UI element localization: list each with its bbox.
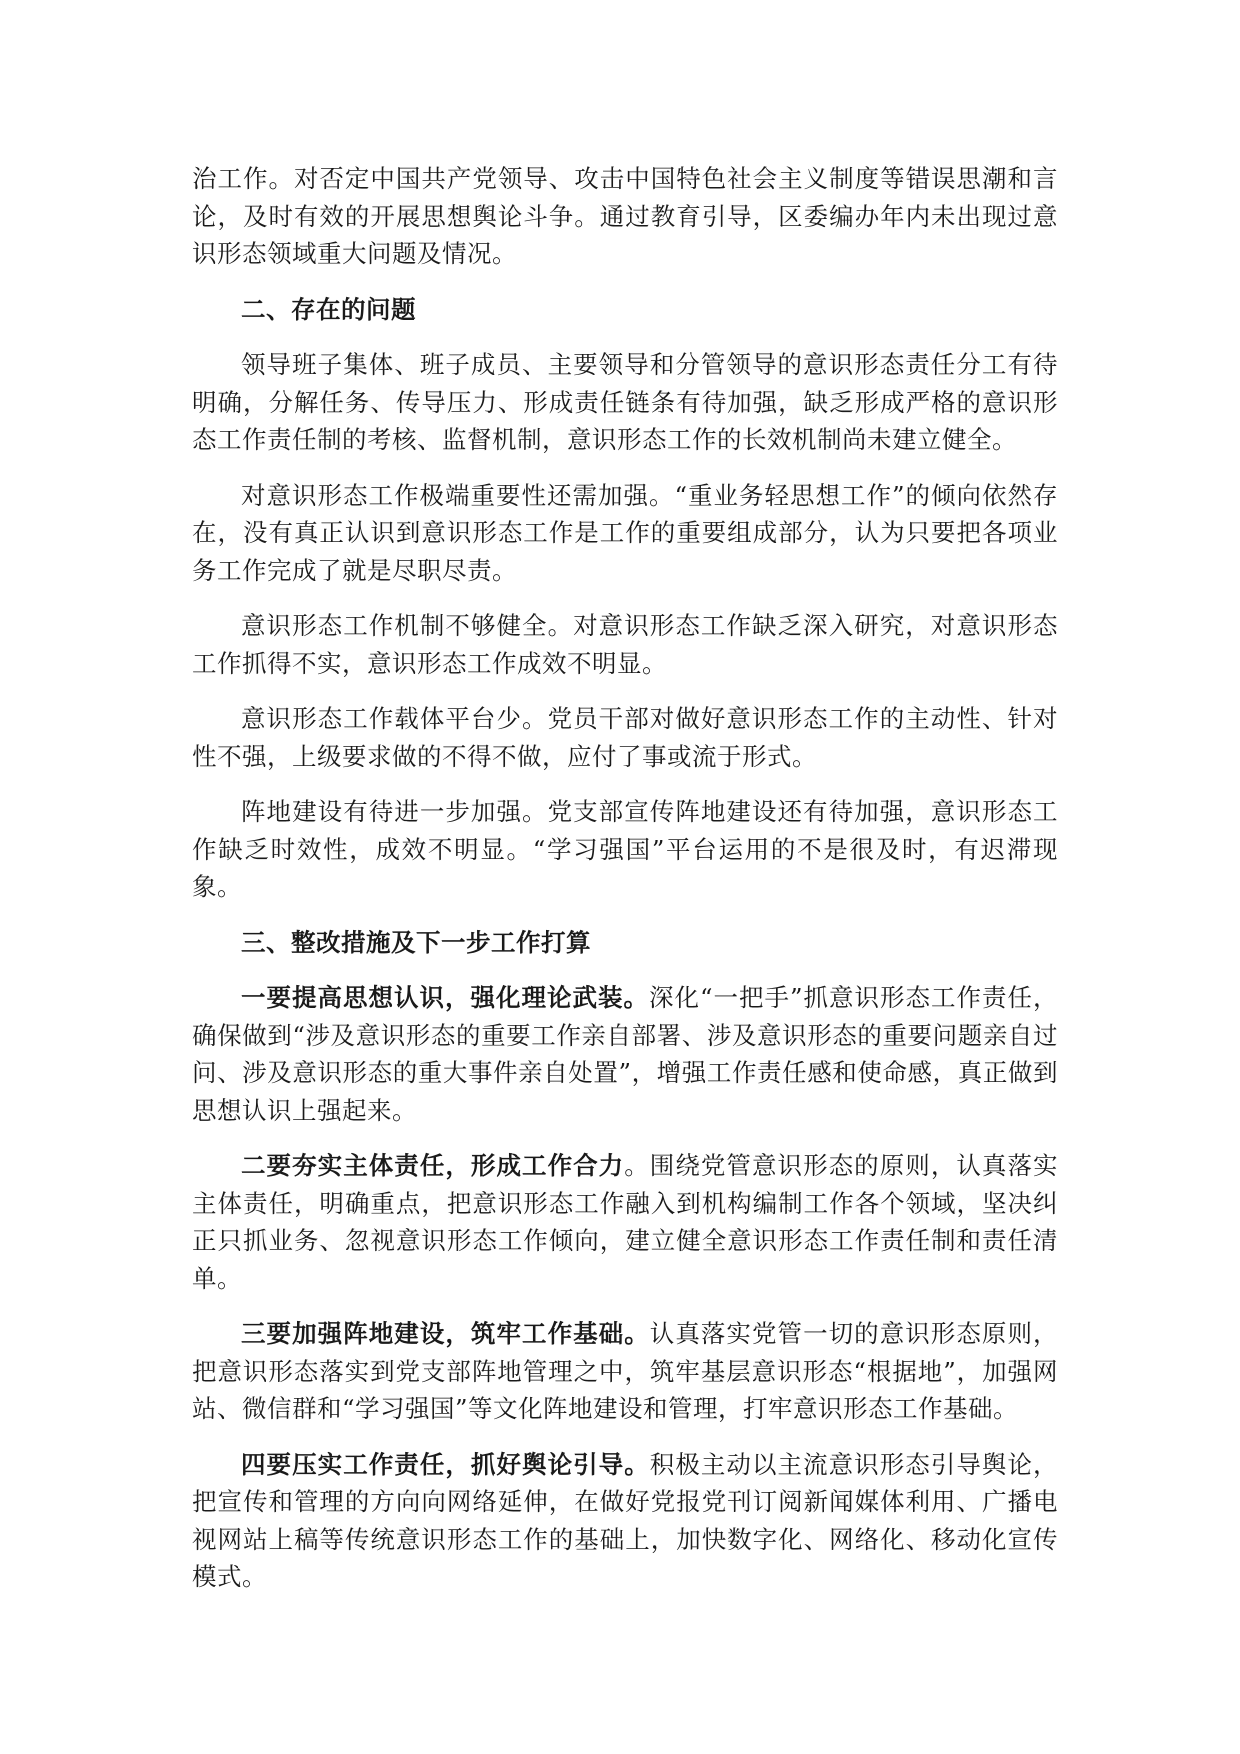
problem-paragraph-4: 意识形态工作载体平台少。党员干部对做好意识形态工作的主动性、针对性不强，上级要求做的不得不做，应付了事或流于形式。 bbox=[192, 704, 1058, 771]
measure-text-2: 。围绕党管意识形态的原则，认真落实主体责任，明确重点，把意识形态工作融入到机构编制工作各个领域，坚决纠正只抓业务、忽视意识形态工作倾向，建立健全意识形态工作责任制和责任清单。 bbox=[192, 1151, 1059, 1293]
intro-continuation-paragraph: 治工作。对否定中国共产党领导、攻击中国特色社会主义制度等错误思潮和言论，及时有效的开展思想舆论斗争。通过教育引导，区委编办年内未出现过意识形态领域重大问题及情况。 bbox=[192, 164, 1058, 268]
section-heading-problems: 二、存在的问题 bbox=[241, 294, 416, 324]
problem-paragraph-5: 阵地建设有待进一步加强。党支部宣传阵地建设还有待加强，意识形态工作缺乏时效性，成效不明显。“学习强国”平台运用的不是很及时，有迟滞现象。 bbox=[192, 797, 1058, 901]
measure-text-4: 积极主动以主流意识形态引导舆论，把宣传和管理的方向向网络延伸，在做好党报党刊订阅新闻媒体利用、广播电视网站上稿等传统意识形态工作的基础上，加快数字化、网络化、移动化宣传模式。 bbox=[192, 1449, 1059, 1591]
measure-lead-3: 三要加强阵地建设，筑牢工作基础。 bbox=[241, 1319, 650, 1348]
problem-paragraph-1: 领导班子集体、班子成员、主要领导和分管领导的意识形态责任分工有待明确，分解任务、传导压力、形成责任链条有待加强，缺乏形成严格的意识形态工作责任制的考核、监督机制，意识形态工作的长效机制尚未建立健全。 bbox=[192, 350, 1058, 454]
problem-paragraph-2: 对意识形态工作极端重要性还需加强。“重业务轻思想工作”的倾向依然存在，没有真正认识到意识形态工作是工作的重要组成部分，认为只要把各项业务工作完成了就是尽职尽责。 bbox=[192, 480, 1058, 585]
measure-paragraph-2 bbox=[192, 1147, 1058, 1297]
measure-text-3: 认真落实党管一切的意识形态原则，把意识形态落实到党支部阵地管理之中，筑牢基层意识形态“根据地”，加强网站、微信群和“学习强国”等文化阵地建设和管理，打牢意识形态工作基础。 bbox=[192, 1319, 1059, 1423]
measure-lead-1: 一要提高思想认识，强化理论武装。 bbox=[241, 983, 649, 1012]
measure-paragraph-1 bbox=[192, 979, 1058, 1129]
measure-lead-4: 四要压实工作责任，抓好舆论引导。 bbox=[241, 1449, 650, 1479]
document-body bbox=[192, 160, 1058, 1614]
measure-lead-2: 二要夯实主体责任，形成工作合力 bbox=[241, 1151, 625, 1180]
section-heading-measures: 三、整改措施及下一步工作打算 bbox=[241, 927, 591, 957]
measure-paragraph-4 bbox=[192, 1446, 1058, 1596]
measure-text-1: 深化“一把手”抓意识形态工作责任，确保做到“涉及意识形态的重要工作亲自部署、涉及意识形态的重要问题亲自过问、涉及意识形态的重大事件亲自处置”，增强工作责任感和使命感，真正做到思想认识上强起来。 bbox=[192, 983, 1058, 1125]
problem-paragraph-3: 意识形态工作机制不够健全。对意识形态工作缺乏深入研究，对意识形态工作抓得不实，意识形态工作成效不明显。 bbox=[192, 611, 1058, 678]
measure-paragraph-3 bbox=[192, 1315, 1058, 1428]
